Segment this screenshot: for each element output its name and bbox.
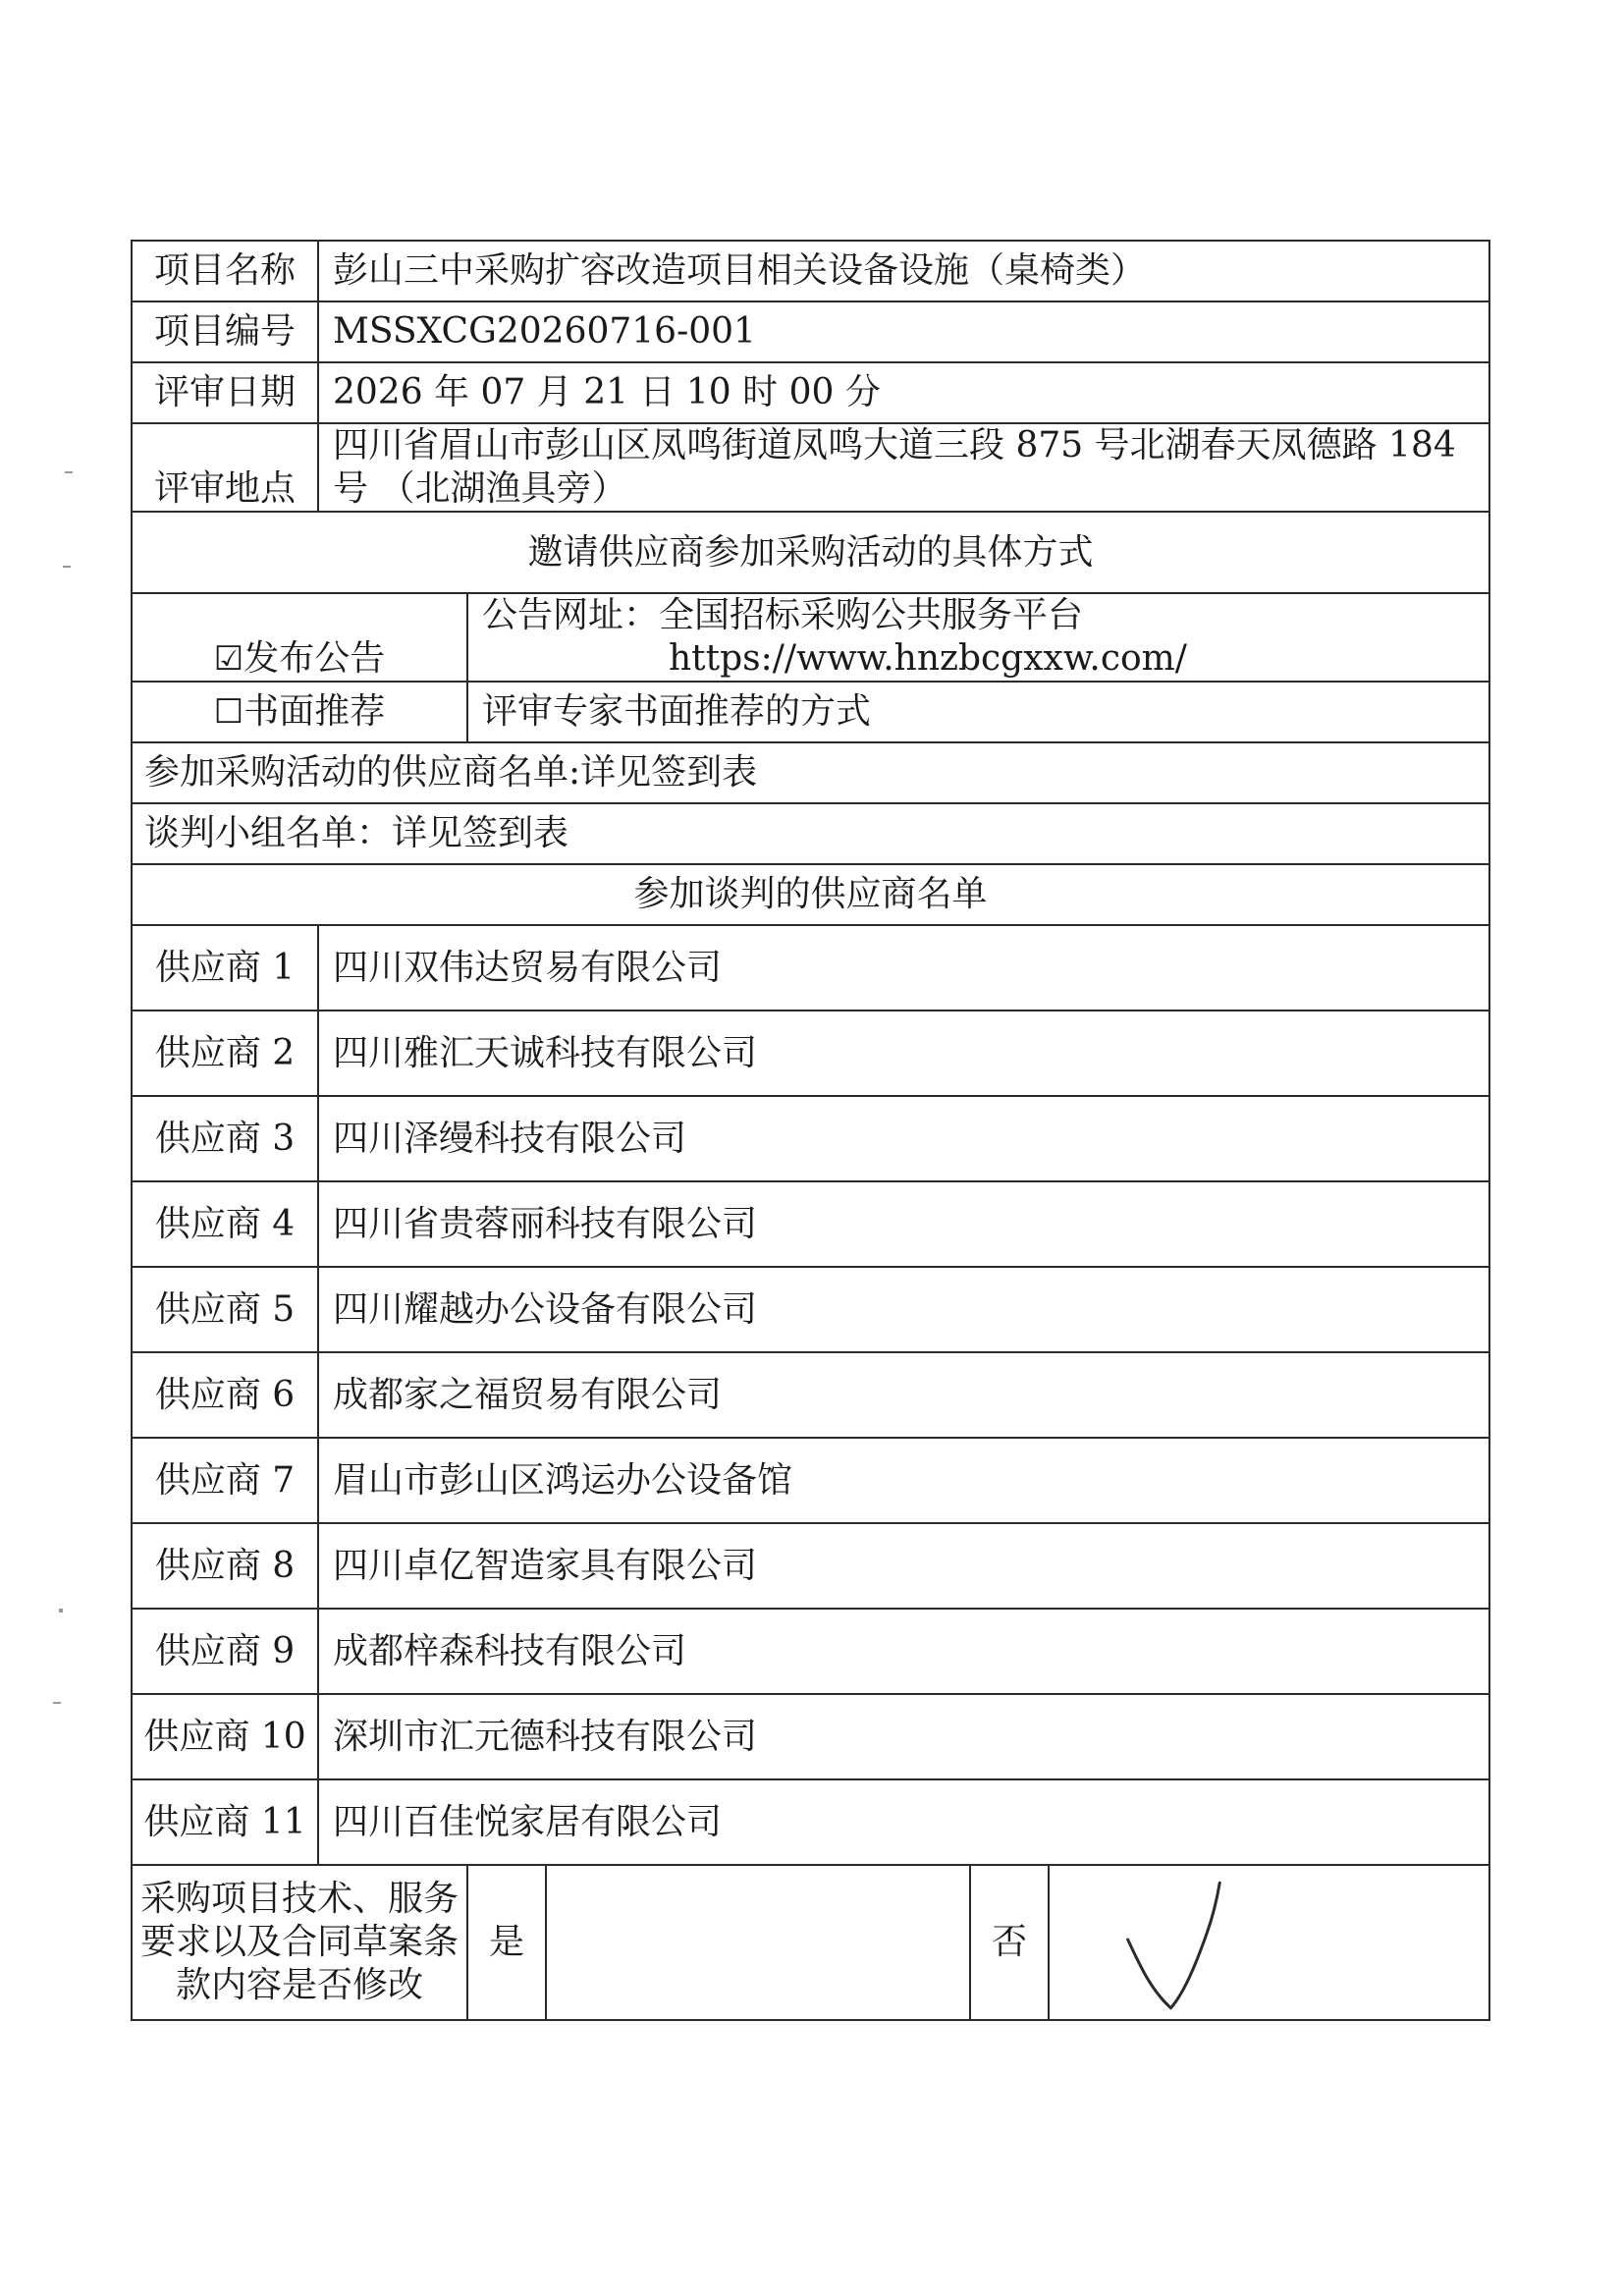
project-code-value: MSSXCG20260716-001 <box>318 301 1489 362</box>
supplier-name: 成都梓森科技有限公司 <box>318 1609 1489 1694</box>
supplier-label: 供应商 3 <box>132 1096 318 1181</box>
modification-no-label: 否 <box>970 1865 1049 2020</box>
panel-line: 谈判小组名单：详见签到表 <box>132 803 1489 864</box>
checked-checkbox-icon: ☑ <box>213 639 244 679</box>
supplier-row <box>132 1011 1489 1096</box>
supplier-label: 供应商 11 <box>132 1779 318 1865</box>
supplier-row <box>132 1352 1489 1438</box>
supplier-label: 供应商 5 <box>132 1267 318 1352</box>
supplier-name: 眉山市彭山区鸿运办公设备馆 <box>318 1438 1489 1523</box>
supplier-label: 供应商 8 <box>132 1523 318 1609</box>
invitation-title: 邀请供应商参加采购活动的具体方式 <box>132 512 1489 593</box>
supplier-row <box>132 1694 1489 1779</box>
supplier-row <box>132 1181 1489 1267</box>
project-name-row <box>132 241 1489 301</box>
project-code-label: 项目编号 <box>132 301 318 362</box>
review-date-label: 评审日期 <box>132 362 318 423</box>
announcement-option-cell <box>132 593 467 682</box>
modification-yes-label: 是 <box>467 1865 546 2020</box>
supplier-row <box>132 1267 1489 1352</box>
project-code-row <box>132 301 1489 362</box>
supplier-label: 供应商 1 <box>132 925 318 1011</box>
announcement-option-label: 发布公告 <box>243 638 386 679</box>
supplier-label: 供应商 10 <box>132 1694 318 1779</box>
supplier-row <box>132 1523 1489 1609</box>
supplier-name: 四川泽缦科技有限公司 <box>318 1096 1489 1181</box>
supplier-label: 供应商 4 <box>132 1181 318 1267</box>
modification-question: 采购项目技术、服务要求以及合同草案条款内容是否修改 <box>132 1865 467 2020</box>
supplier-name: 四川双伟达贸易有限公司 <box>318 925 1489 1011</box>
participants-line: 参加采购活动的供应商名单:详见签到表 <box>132 742 1489 803</box>
supplier-row <box>132 1096 1489 1181</box>
participants-row <box>132 742 1489 803</box>
supplier-name: 四川百佳悦家居有限公司 <box>318 1779 1489 1865</box>
review-date-row <box>132 362 1489 423</box>
review-place-value: 四川省眉山市彭山区凤鸣街道凤鸣大道三段 875 号北湖春天凤德路 184 号 （北湖渔具旁） <box>318 423 1489 512</box>
review-place-row <box>132 423 1489 512</box>
announcement-url: https://www.hnzbcgxxw.com/ <box>669 638 1187 679</box>
panel-row <box>132 803 1489 864</box>
invitation-option-recommendation <box>132 682 1489 742</box>
suppliers-title: 参加谈判的供应商名单 <box>132 864 1489 925</box>
handwritten-check-mark-icon <box>1050 1869 1488 2016</box>
announcement-site-text: 公告网址：全国招标采购公共服务平台 <box>482 595 1084 635</box>
modification-row <box>132 1865 1489 2020</box>
recommendation-option-cell <box>132 682 467 742</box>
modification-yes-value <box>546 1865 970 2020</box>
unchecked-checkbox-icon: ☐ <box>213 692 244 732</box>
supplier-name: 四川耀越办公设备有限公司 <box>318 1267 1489 1352</box>
recommendation-option-label: 书面推荐 <box>243 691 386 732</box>
modification-no-value <box>1049 1865 1489 2020</box>
suppliers-title-row <box>132 864 1489 925</box>
project-name-value: 彭山三中采购扩容改造项目相关设备设施（桌椅类） <box>318 241 1489 301</box>
announcement-detail-cell <box>467 593 1489 682</box>
review-record-table <box>131 240 1490 2021</box>
supplier-label: 供应商 6 <box>132 1352 318 1438</box>
supplier-label: 供应商 7 <box>132 1438 318 1523</box>
supplier-name: 四川卓亿智造家具有限公司 <box>318 1523 1489 1609</box>
supplier-list <box>132 925 1489 1865</box>
invitation-title-row <box>132 512 1489 593</box>
project-name-label: 项目名称 <box>132 241 318 301</box>
supplier-name: 深圳市汇元德科技有限公司 <box>318 1694 1489 1779</box>
invitation-option-announcement <box>132 593 1489 682</box>
supplier-row <box>132 1609 1489 1694</box>
supplier-name: 四川雅汇天诚科技有限公司 <box>318 1011 1489 1096</box>
supplier-name: 四川省贵蓉丽科技有限公司 <box>318 1181 1489 1267</box>
recommendation-detail: 评审专家书面推荐的方式 <box>467 682 1489 742</box>
supplier-label: 供应商 9 <box>132 1609 318 1694</box>
review-place-label: 评审地点 <box>132 423 318 512</box>
supplier-row <box>132 1438 1489 1523</box>
supplier-row <box>132 925 1489 1011</box>
supplier-row <box>132 1779 1489 1865</box>
supplier-name: 成都家之福贸易有限公司 <box>318 1352 1489 1438</box>
review-date-value: 2026 年 07 月 21 日 10 时 00 分 <box>318 362 1489 423</box>
supplier-label: 供应商 2 <box>132 1011 318 1096</box>
